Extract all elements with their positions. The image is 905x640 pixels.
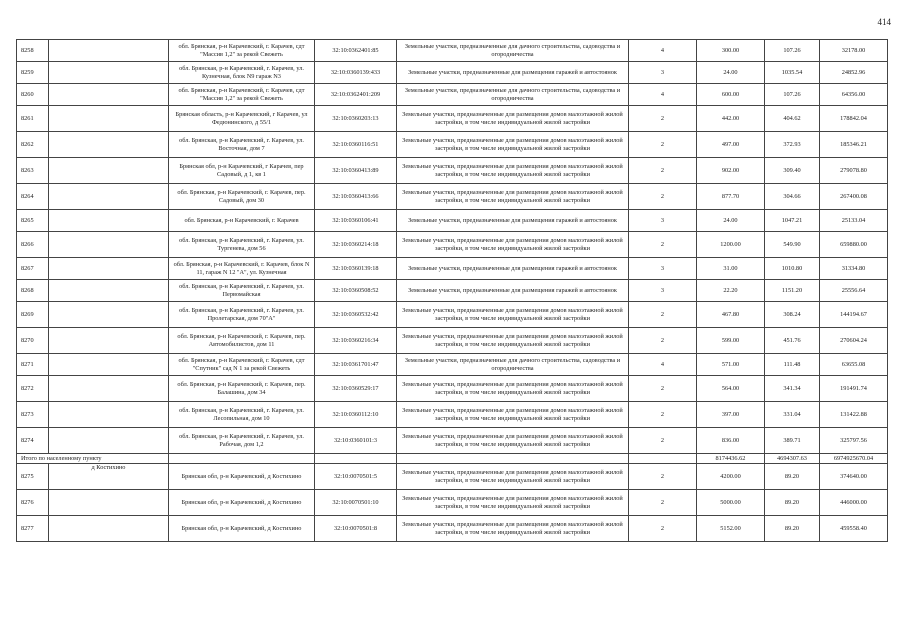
cadastral-number-cell: 32:10:0070501:5: [315, 464, 397, 490]
spacer-cell: [49, 84, 169, 106]
value-cell: 63655.08: [820, 354, 888, 376]
spacer-cell: [49, 328, 169, 354]
table-row: [17, 354, 888, 376]
table-row: [17, 232, 888, 258]
area-cell: 442.00: [697, 106, 765, 132]
table-row: [17, 106, 888, 132]
cadastral-number-cell: 32:10:0360203:13: [315, 106, 397, 132]
spacer-cell: [49, 132, 169, 158]
table-row: [17, 84, 888, 106]
value-cell: 446000.00: [820, 490, 888, 516]
purpose-cell: Земельные участки, предназначенные для размещения домов малоэтажной жилой застройки, в том числе индивидуальной жилой застройки: [397, 158, 629, 184]
row-number: 8263: [17, 158, 49, 184]
spacer-cell: [49, 232, 169, 258]
address-cell: обл. Брянская, р-н Карачевский, г. Карачев, ул. Восточная, дом 7: [169, 132, 315, 158]
table-row: [17, 516, 888, 542]
row-number: 8275: [17, 464, 49, 490]
area-cell: 599.00: [697, 328, 765, 354]
purpose-cell: Земельные участки, предназначенные для размещения домов малоэтажной жилой застройки, в том числе индивидуальной жилой застройки: [397, 376, 629, 402]
spacer-cell: [49, 106, 169, 132]
area-cell: 5000.00: [697, 490, 765, 516]
value-cell: 185346.21: [820, 132, 888, 158]
area-cell: 31.00: [697, 258, 765, 280]
group-cell: 2: [629, 490, 697, 516]
address-cell: обл. Брянская, р-н Карачевский, г. Карачев, блок N 11, гараж N 12 "А", ул. Кузнечная: [169, 258, 315, 280]
spacer-cell: [49, 428, 169, 454]
rate-cell: 341.34: [765, 376, 820, 402]
cadastral-number-cell: 32:10:0360101:3: [315, 428, 397, 454]
rate-cell: 1151.20: [765, 280, 820, 302]
group-cell: 2: [629, 232, 697, 258]
purpose-cell: Земельные участки, предназначенные для размещения гаражей и автостоянок: [397, 62, 629, 84]
value-cell: 178842.04: [820, 106, 888, 132]
value-cell: 279078.80: [820, 158, 888, 184]
area-cell: 877.70: [697, 184, 765, 210]
rate-cell: 107.26: [765, 40, 820, 62]
table-row: [17, 158, 888, 184]
address-cell: обл. Брянская, р-н Карачевский, г. Карачев, сдт "Массив 1,2" за рекой Свежеть: [169, 84, 315, 106]
cadastral-number-cell: 32:10:0070501:8: [315, 516, 397, 542]
table-row: [17, 302, 888, 328]
row-number: 8258: [17, 40, 49, 62]
value-cell: 64356.00: [820, 84, 888, 106]
group-cell: 2: [629, 302, 697, 328]
area-cell: 564.00: [697, 376, 765, 402]
rate-cell: 111.48: [765, 354, 820, 376]
row-number: 8262: [17, 132, 49, 158]
spacer-cell: [49, 516, 169, 542]
address-cell: обл. Брянская, р-н Карачевский, г. Карачев: [169, 210, 315, 232]
cadastral-number-cell: 32:10:0360508:52: [315, 280, 397, 302]
group-cell: 2: [629, 132, 697, 158]
empty-cell: [629, 454, 697, 464]
area-cell: 22.20: [697, 280, 765, 302]
cadastral-number-cell: 32:10:0360214:18: [315, 232, 397, 258]
cadastral-number-cell: 32:10:0362401:209: [315, 84, 397, 106]
area-cell: 397.00: [697, 402, 765, 428]
value-cell: 25133.04: [820, 210, 888, 232]
value-cell: 131422.88: [820, 402, 888, 428]
purpose-cell: Земельные участки, предназначенные для размещения домов малоэтажной жилой застройки, в том числе индивидуальной жилой застройки: [397, 428, 629, 454]
address-cell: Брянская обл, р-н Карачевский, д Костихино: [169, 464, 315, 490]
spacer-cell: [49, 354, 169, 376]
purpose-cell: Земельные участки, предназначенные для размещения домов малоэтажной жилой застройки, в том числе индивидуальной жилой застройки: [397, 106, 629, 132]
total-row: [17, 454, 888, 464]
value-cell: 191491.74: [820, 376, 888, 402]
row-number: 8265: [17, 210, 49, 232]
row-number: 8272: [17, 376, 49, 402]
row-number: 8271: [17, 354, 49, 376]
group-cell: 3: [629, 210, 697, 232]
value-cell: 32178.00: [820, 40, 888, 62]
table-row: [17, 428, 888, 454]
rate-cell: 389.71: [765, 428, 820, 454]
address-cell: обл. Брянская, р-н Карачевский, г. Карачев, сдт "Спутник" сад N 1 за рекой Свежеть: [169, 354, 315, 376]
purpose-cell: Земельные участки, предназначенные для размещения домов малоэтажной жилой застройки, в том числе индивидуальной жилой застройки: [397, 490, 629, 516]
rate-cell: 404.62: [765, 106, 820, 132]
spacer-cell: [49, 490, 169, 516]
page-number: 414: [877, 17, 891, 27]
table-row: [17, 132, 888, 158]
group-cell: 3: [629, 258, 697, 280]
spacer-cell: [49, 258, 169, 280]
purpose-cell: Земельные участки, предназначенные для размещения домов малоэтажной жилой застройки, в том числе индивидуальной жилой застройки: [397, 232, 629, 258]
area-cell: 5152.00: [697, 516, 765, 542]
cadastral-number-cell: 32:10:0360413:66: [315, 184, 397, 210]
purpose-cell: Земельные участки, предназначенные для размещения домов малоэтажной жилой застройки, в том числе индивидуальной жилой застройки: [397, 464, 629, 490]
table-row: [17, 402, 888, 428]
value-cell: 374640.00: [820, 464, 888, 490]
purpose-cell: Земельные участки, предназначенные для размещения домов малоэтажной жилой застройки, в том числе индивидуальной жилой застройки: [397, 328, 629, 354]
address-cell: обл. Брянская, р-н Карачевский, г. Карачев, ул. Кузнечная, блок N9 гараж N3: [169, 62, 315, 84]
rate-cell: 89.20: [765, 464, 820, 490]
table-row: [17, 328, 888, 354]
row-number: 8266: [17, 232, 49, 258]
purpose-cell: Земельные участки, предназначенные для дачного строительства, садоводства и огородничества: [397, 84, 629, 106]
address-cell: Брянская область, р-н Карачевский, г Карачев, ул Федюнинского, д 55/1: [169, 106, 315, 132]
group-cell: 2: [629, 328, 697, 354]
group-cell: 3: [629, 280, 697, 302]
rate-cell: 309.40: [765, 158, 820, 184]
cadastral-number-cell: 32:10:0360216:34: [315, 328, 397, 354]
cadastral-value-table: [16, 39, 888, 542]
row-number: 8270: [17, 328, 49, 354]
address-cell: обл. Брянская, р-н Карачевский, г. Карачев, сдт "Массив 1,2" за рекой Свежеть: [169, 40, 315, 62]
rate-cell: 107.26: [765, 84, 820, 106]
purpose-cell: Земельные участки, предназначенные для размещения гаражей и автостоянок: [397, 258, 629, 280]
address-cell: обл. Брянская, р-н Карачевский, г. Карачев, ул. Тургенева, дом 56: [169, 232, 315, 258]
rate-cell: 549.90: [765, 232, 820, 258]
cadastral-number-cell: 32:10:0360532:42: [315, 302, 397, 328]
area-cell: 4200.00: [697, 464, 765, 490]
spacer-cell: [49, 210, 169, 232]
row-number: 8259: [17, 62, 49, 84]
table-row: [17, 464, 888, 490]
row-number: 8261: [17, 106, 49, 132]
table-row: [17, 376, 888, 402]
table-body: [17, 40, 888, 542]
purpose-cell: Земельные участки, предназначенные для дачного строительства, садоводства и огородничества: [397, 354, 629, 376]
value-cell: 25556.64: [820, 280, 888, 302]
group-cell: 2: [629, 106, 697, 132]
group-cell: 2: [629, 184, 697, 210]
empty-cell: [315, 454, 397, 464]
row-number: 8264: [17, 184, 49, 210]
purpose-cell: Земельные участки, предназначенные для размещения домов малоэтажной жилой застройки, в том числе индивидуальной жилой застройки: [397, 402, 629, 428]
total-label: Итого по населенному пункту: [17, 454, 169, 464]
row-number: 8269: [17, 302, 49, 328]
area-cell: 902.00: [697, 158, 765, 184]
rate-cell: 451.76: [765, 328, 820, 354]
cadastral-number-cell: 32:10:0362401:85: [315, 40, 397, 62]
rate-cell: 331.04: [765, 402, 820, 428]
rate-cell: 304.66: [765, 184, 820, 210]
area-cell: 497.00: [697, 132, 765, 158]
purpose-cell: Земельные участки, предназначенные для размещения домов малоэтажной жилой застройки, в том числе индивидуальной жилой застройки: [397, 302, 629, 328]
row-number: 8276: [17, 490, 49, 516]
address-cell: обл. Брянская, р-н Карачевский, г. Карачев, ул. Лесопильная, дом 10: [169, 402, 315, 428]
group-cell: 3: [629, 62, 697, 84]
address-cell: Брянская обл, р-н Карачевский, д Костихино: [169, 490, 315, 516]
row-number: 8273: [17, 402, 49, 428]
group-cell: 2: [629, 158, 697, 184]
purpose-cell: Земельные участки, предназначенные для дачного строительства, садоводства и огородничества: [397, 40, 629, 62]
value-cell: 459558.40: [820, 516, 888, 542]
cadastral-number-cell: 32:10:0360112:10: [315, 402, 397, 428]
address-cell: обл. Брянская, р-н Карачевский, г. Карачев, ул. Пролетарская, дом 70"А": [169, 302, 315, 328]
group-cell: 4: [629, 84, 697, 106]
value-cell: 267400.08: [820, 184, 888, 210]
rate-cell: 89.20: [765, 516, 820, 542]
group-cell: 4: [629, 354, 697, 376]
cadastral-number-cell: 32:10:0070501:10: [315, 490, 397, 516]
spacer-cell: [49, 62, 169, 84]
cadastral-number-cell: 32:10:0360139:18: [315, 258, 397, 280]
address-cell: обл. Брянская, р-н Карачевский, г. Карачев, ул. Первомайская: [169, 280, 315, 302]
table-row: [17, 40, 888, 62]
spacer-cell: [49, 280, 169, 302]
purpose-cell: Земельные участки, предназначенные для размещения домов малоэтажной жилой застройки, в том числе индивидуальной жилой застройки: [397, 132, 629, 158]
address-cell: обл. Брянская, р-н Карачевский, г. Карачев, ул. Рабочая, дом 1,2: [169, 428, 315, 454]
area-cell: 24.00: [697, 210, 765, 232]
spacer-cell: [49, 40, 169, 62]
group-cell: 2: [629, 516, 697, 542]
empty-cell: [169, 454, 315, 464]
value-cell: 144194.67: [820, 302, 888, 328]
row-number: 8268: [17, 280, 49, 302]
area-cell: 836.00: [697, 428, 765, 454]
spacer-cell: [49, 184, 169, 210]
rate-cell: 1035.54: [765, 62, 820, 84]
value-cell: 659880.00: [820, 232, 888, 258]
table-row: [17, 280, 888, 302]
table-row: [17, 62, 888, 84]
address-cell: Брянская обл, р-н Карачевский, г Карачев, пер Садовый, д 1, кв 1: [169, 158, 315, 184]
area-cell: 600.00: [697, 84, 765, 106]
row-number: 8267: [17, 258, 49, 280]
area-cell: 300.00: [697, 40, 765, 62]
table-row: [17, 210, 888, 232]
value-cell: 270604.24: [820, 328, 888, 354]
address-cell: обл. Брянская, р-н Карачевский, г. Карачев, пер. Балашина, дом 34: [169, 376, 315, 402]
area-cell: 1200.00: [697, 232, 765, 258]
total-area: 8174436.62: [697, 454, 765, 464]
address-cell: обл. Брянская, р-н Карачевский, г. Карачев, пер. Автомобилистов, дом 11: [169, 328, 315, 354]
value-cell: 24852.96: [820, 62, 888, 84]
group-cell: 2: [629, 376, 697, 402]
area-cell: 571.00: [697, 354, 765, 376]
group-cell: 2: [629, 464, 697, 490]
cadastral-number-cell: 32:10:0360139:433: [315, 62, 397, 84]
table-row: [17, 184, 888, 210]
address-cell: Брянская обл, р-н Карачевский, д Костихино: [169, 516, 315, 542]
cadastral-number-cell: 32:10:0360413:89: [315, 158, 397, 184]
row-number: 8277: [17, 516, 49, 542]
spacer-cell: [49, 302, 169, 328]
purpose-cell: Земельные участки, предназначенные для размещения домов малоэтажной жилой застройки, в том числе индивидуальной жилой застройки: [397, 184, 629, 210]
rate-cell: 308.24: [765, 302, 820, 328]
total-rate: 4694307.63: [765, 454, 820, 464]
purpose-cell: Земельные участки, предназначенные для размещения гаражей и автостоянок: [397, 210, 629, 232]
purpose-cell: Земельные участки, предназначенные для размещения домов малоэтажной жилой застройки, в том числе индивидуальной жилой застройки: [397, 516, 629, 542]
rate-cell: 372.93: [765, 132, 820, 158]
group-cell: 2: [629, 402, 697, 428]
value-cell: 325797.56: [820, 428, 888, 454]
table-row: [17, 490, 888, 516]
spacer-cell: [49, 158, 169, 184]
rate-cell: 1010.80: [765, 258, 820, 280]
address-cell: обл. Брянская, р-н Карачевский, г. Карачев, пер. Садовый, дом 30: [169, 184, 315, 210]
table-row: [17, 258, 888, 280]
rate-cell: 1047.21: [765, 210, 820, 232]
spacer-cell: [49, 402, 169, 428]
cadastral-number-cell: 32:10:0360106:41: [315, 210, 397, 232]
spacer-cell: [49, 376, 169, 402]
row-number: 8274: [17, 428, 49, 454]
area-cell: 24.00: [697, 62, 765, 84]
group-cell: 4: [629, 40, 697, 62]
section-label: д Костихино: [49, 464, 169, 490]
area-cell: 467.80: [697, 302, 765, 328]
cadastral-number-cell: 32:10:0361701:47: [315, 354, 397, 376]
row-number: 8260: [17, 84, 49, 106]
empty-cell: [397, 454, 629, 464]
cadastral-number-cell: 32:10:0360529:17: [315, 376, 397, 402]
total-value: 6974925670.04: [820, 454, 888, 464]
cadastral-number-cell: 32:10:0360116:51: [315, 132, 397, 158]
purpose-cell: Земельные участки, предназначенные для размещения гаражей и автостоянок: [397, 280, 629, 302]
group-cell: 2: [629, 428, 697, 454]
rate-cell: 89.20: [765, 490, 820, 516]
value-cell: 31334.80: [820, 258, 888, 280]
